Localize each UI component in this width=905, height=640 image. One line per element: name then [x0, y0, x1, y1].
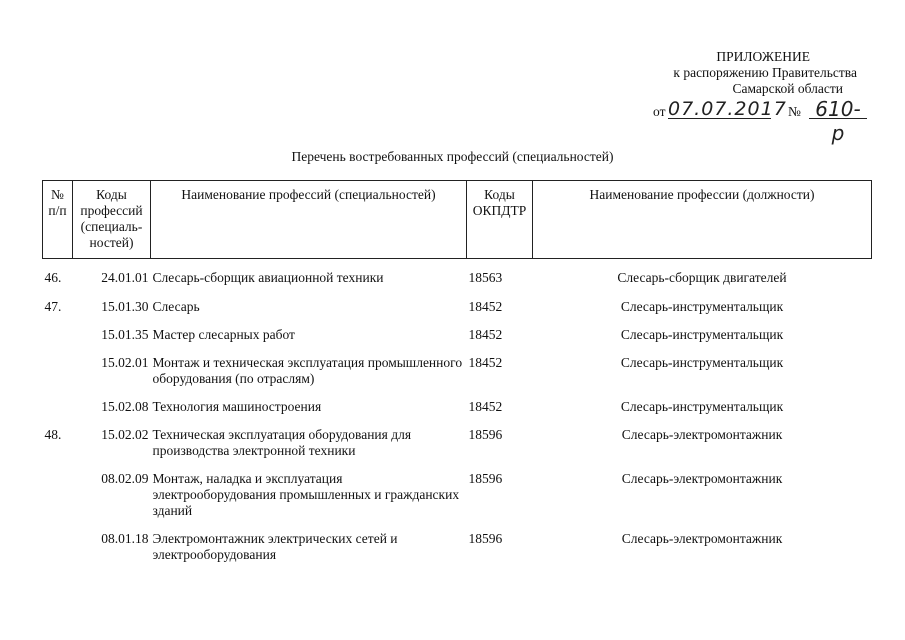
cell-okpdtr: 18452 — [468, 398, 503, 414]
cell-profession: Монтаж и техническая эксплуатация промышленного оборудования (по отраслям) — [152, 354, 463, 386]
cell-position: Слесарь-электромонтажник — [621, 426, 783, 442]
table-row — [43, 287, 872, 315]
professions-table — [42, 180, 872, 563]
decree-date: 07.07.2017 — [668, 98, 787, 120]
cell-okpdtr: 18596 — [468, 426, 503, 442]
cell-position: Слесарь-электромонтажник — [621, 470, 783, 486]
cell-okpdtr: 18596 — [468, 470, 503, 486]
cell-okpdtr: 18452 — [468, 298, 503, 314]
appendix-line-3: Самарской области — [732, 81, 843, 96]
column-header-okpdtr: Коды ОКПДТР — [467, 181, 533, 259]
table-header-row — [43, 181, 872, 259]
cell-num: 48. — [44, 426, 62, 442]
cell-okpdtr: 18563 — [468, 270, 503, 285]
cell-position: Слесарь-инструментальщик — [620, 326, 784, 342]
column-header-position: Наименование профессии (должности) — [533, 181, 872, 259]
from-label: от — [653, 104, 666, 119]
cell-num — [43, 519, 73, 563]
cell-profession: Слесарь — [152, 298, 200, 314]
cell-profession: Мастер слесарных работ — [152, 326, 295, 342]
cell-position: Слесарь-сборщик двигателей — [617, 270, 787, 285]
cell-code: 15.01.35 — [101, 326, 149, 342]
decree-number: 610-р — [809, 97, 867, 119]
cell-num — [43, 387, 73, 415]
cell-position: Слесарь-инструментальщик — [620, 298, 784, 314]
cell-num: 46. — [44, 270, 62, 285]
cell-code: 08.02.09 — [101, 470, 149, 486]
cell-position: Слесарь-инструментальщик — [620, 398, 784, 414]
table-row — [43, 519, 872, 563]
cell-okpdtr: 18596 — [468, 530, 503, 546]
cell-profession: Монтаж, наладка и эксплуатация электрооборудования промышленных и гражданских зданий — [152, 470, 460, 518]
cell-profession: Технология машиностроения — [152, 398, 322, 414]
column-header-codes: Коды профессий (специаль-ностей) — [73, 181, 151, 259]
table-row — [43, 459, 872, 519]
cell-profession: Техническая эксплуатация оборудования для производства электронной техники — [152, 426, 412, 458]
cell-code: 24.01.01 — [101, 270, 149, 285]
cell-profession: Слесарь-сборщик авиационной техники — [152, 270, 384, 285]
appendix-title: ПРИЛОЖЕНИЕ — [716, 49, 810, 64]
number-label: № — [788, 104, 801, 119]
table-row — [43, 415, 872, 459]
table-row — [43, 315, 872, 343]
cell-num — [43, 315, 73, 343]
cell-code: 15.02.01 — [101, 354, 149, 370]
cell-code: 15.02.08 — [101, 398, 149, 414]
appendix-line-2: к распоряжению Правительства — [673, 65, 857, 80]
cell-position: Слесарь-инструментальщик — [620, 354, 784, 370]
cell-code: 15.02.02 — [101, 426, 149, 442]
cell-okpdtr: 18452 — [468, 354, 503, 370]
column-header-name: Наименование профессий (специальностей) — [151, 181, 467, 259]
cell-profession: Электромонтажник электрических сетей и электрооборудования — [152, 530, 398, 562]
cell-code: 08.01.18 — [101, 530, 149, 546]
column-header-num: № п/п — [43, 181, 73, 259]
decree-reference — [653, 97, 873, 145]
cell-num — [43, 343, 73, 387]
cell-code: 15.01.30 — [101, 298, 149, 314]
cell-num — [43, 459, 73, 519]
cell-num: 47. — [44, 298, 62, 314]
table-row — [43, 259, 872, 287]
page-title: Перечень востребованных профессий (специальностей) — [291, 149, 614, 164]
table-row — [43, 343, 872, 387]
cell-position: Слесарь-электромонтажник — [621, 530, 783, 546]
cell-okpdtr: 18452 — [468, 326, 503, 342]
appendix-header — [673, 49, 857, 97]
table-row — [43, 387, 872, 415]
